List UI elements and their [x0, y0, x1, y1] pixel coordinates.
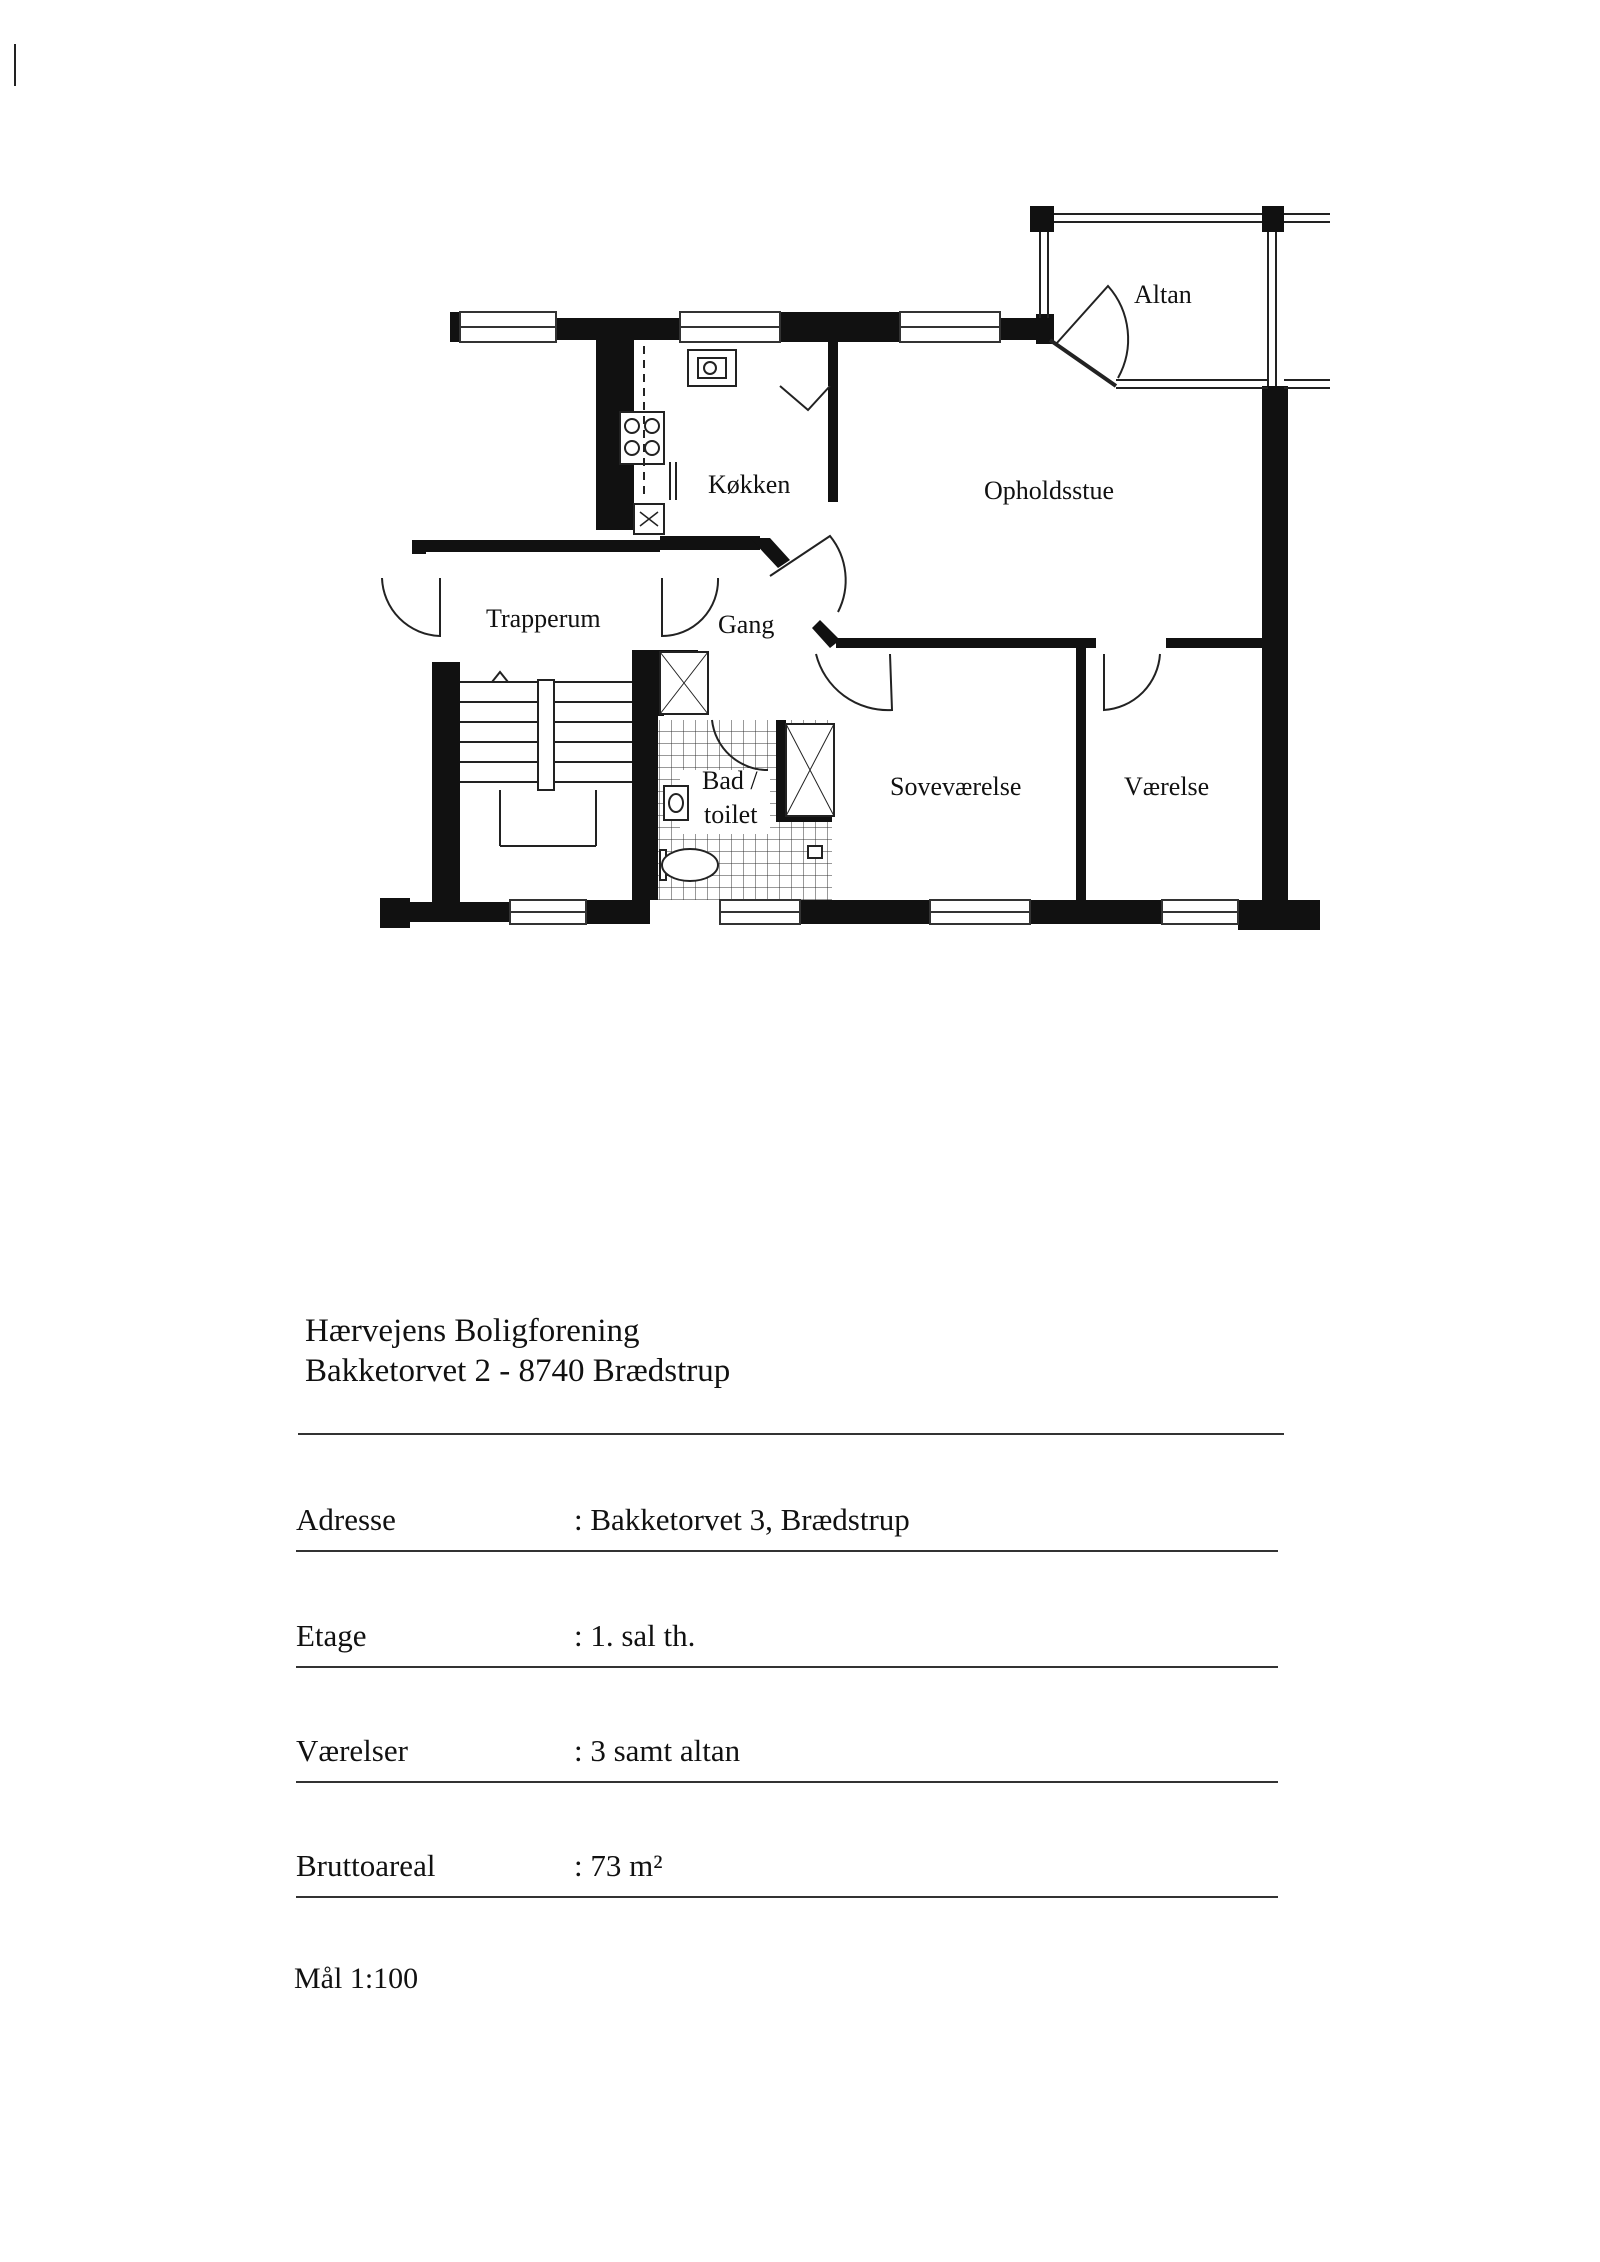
row-underline [296, 1781, 1278, 1783]
room-label-sovevaerelse: Soveværelse [890, 772, 1022, 801]
adresse-label: Adresse [296, 1502, 396, 1537]
info-row-bruttoareal [296, 1848, 1278, 1898]
info-row-adresse [296, 1502, 1278, 1552]
doors [382, 286, 1160, 770]
row-underline [296, 1896, 1278, 1898]
row-underline [296, 1666, 1278, 1668]
staircase [460, 672, 632, 846]
room-label-altan: Altan [1134, 280, 1192, 309]
row-underline [296, 1550, 1278, 1552]
room-label-gang: Gang [718, 610, 775, 639]
info-row-etage [296, 1618, 1278, 1668]
room-label-kokken: Køkken [708, 470, 791, 499]
header-rule [298, 1433, 1284, 1435]
organization-address: Bakketorvet 2 - 8740 Brædstrup [305, 1353, 731, 1389]
info-row-vaerelser [296, 1733, 1278, 1783]
floor-plan [0, 0, 1600, 960]
room-label-toilet: toilet [704, 800, 758, 829]
bruttoareal-label: Bruttoareal [296, 1848, 436, 1883]
room-label-opholdsstue: Opholdsstue [984, 476, 1114, 505]
vaerelser-label: Værelser [296, 1733, 408, 1768]
organization-name: Hærvejens Boligforening [305, 1313, 640, 1349]
etage-label: Etage [296, 1618, 367, 1653]
kitchen-fixtures [620, 346, 830, 534]
room-label-vaerelse: Værelse [1124, 772, 1210, 801]
bruttoareal-value: : 73 m² [574, 1848, 663, 1883]
adresse-value: : Bakketorvet 3, Brædstrup [574, 1502, 910, 1537]
etage-value: : 1. sal th. [574, 1618, 696, 1653]
room-label-trapperum: Trapperum [486, 604, 601, 633]
scale-label: Mål 1:100 [294, 1962, 419, 1995]
vaerelser-value: : 3 samt altan [574, 1733, 741, 1768]
room-label-bad: Bad / [702, 766, 758, 795]
